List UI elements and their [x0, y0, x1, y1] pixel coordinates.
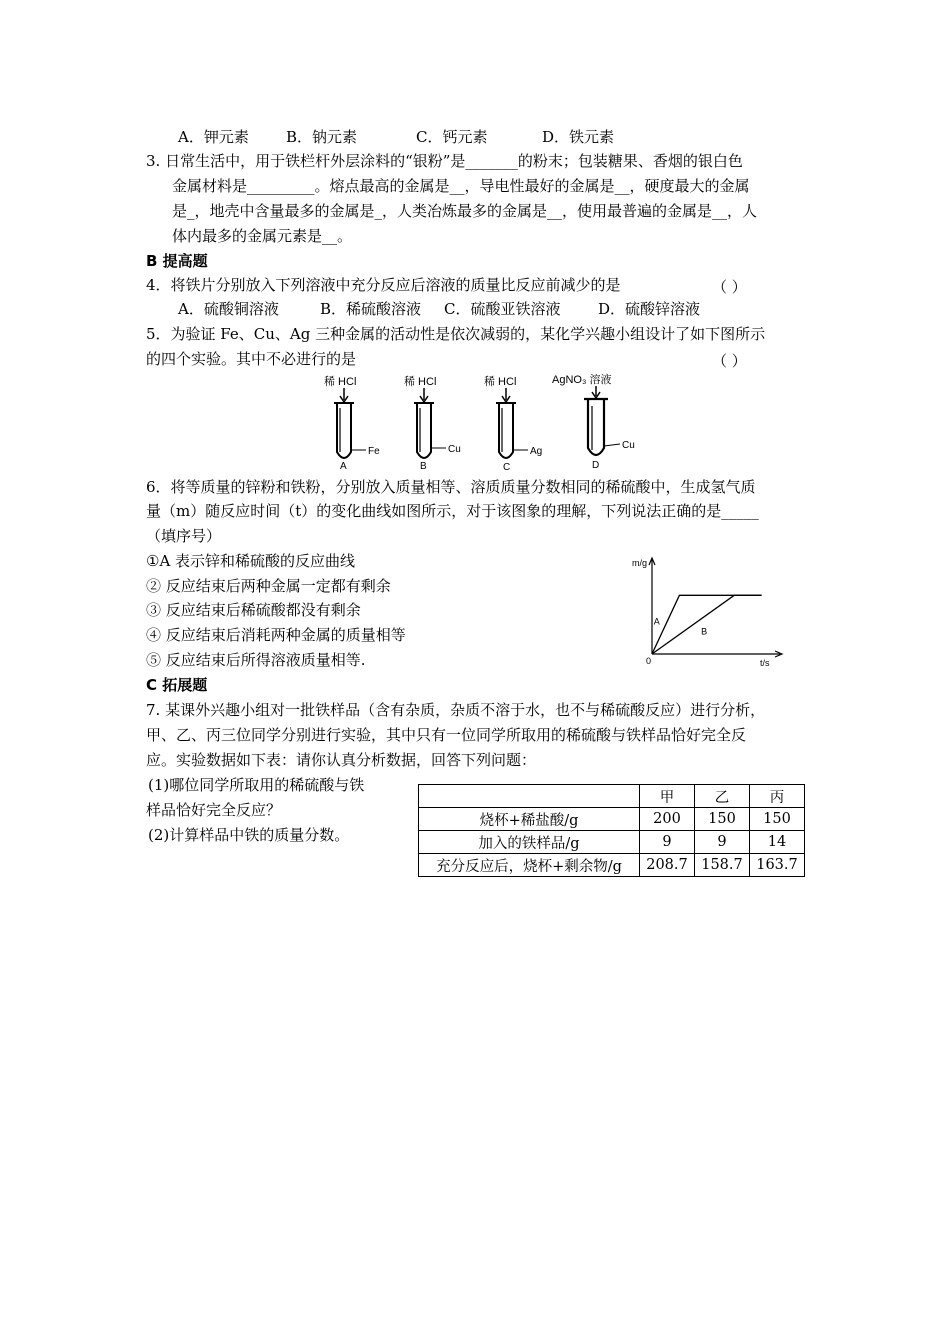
- q6-line-1: 6．将等质量的锌粉和铁粉，分别放入质量相等、溶质质量分数相同的稀硫酸中，生成氢气质: [146, 478, 756, 496]
- q5-answer-paren: （ ）: [712, 352, 747, 370]
- tube-c: [484, 374, 542, 472]
- section-c-heading: C 拓展题: [146, 676, 208, 694]
- chart-origin-label: 0: [646, 656, 652, 666]
- table-header-yi: 乙: [695, 785, 750, 808]
- q4-option-c: C．硫酸亚铁溶液: [444, 300, 561, 318]
- tube-b: [404, 374, 461, 472]
- series-b-label: B: [701, 626, 708, 637]
- q4-options: [0, 298, 950, 320]
- q4-stem: 4．将铁片分别放入下列溶液中充分反应后溶液的质量比反应前减少的是: [146, 276, 621, 294]
- q6-statement-3: ③ 反应结束后稀硫酸都没有剩余: [146, 601, 361, 619]
- tube-b-letter: B: [420, 461, 427, 472]
- table-cell: 208.7: [640, 854, 695, 877]
- table-cell: 150: [750, 808, 805, 831]
- tube-d-reagent-label: AgNO₃ 溶液: [552, 374, 612, 386]
- tube-c-metal-label: Ag: [530, 446, 543, 457]
- section-b-heading: B 提高题: [146, 252, 208, 270]
- table-cell: 9: [695, 831, 750, 854]
- table-cell: 9: [640, 831, 695, 854]
- chart-xlabel: t/s: [760, 658, 770, 668]
- q4-option-b: B．稀硫酸溶液: [320, 300, 422, 318]
- table-cell: 163.7: [750, 854, 805, 877]
- table-header-row: [419, 785, 805, 808]
- q2-options: [0, 126, 950, 148]
- q2-option-b: B．钠元素: [286, 128, 358, 146]
- tube-a-metal-label: Fe: [368, 446, 380, 457]
- series-a-line: [652, 595, 762, 654]
- q6-line-3: （填序号）: [146, 527, 222, 545]
- tube-c-letter: C: [503, 462, 511, 472]
- table-row-label: 烧杯+稀盐酸/g: [419, 808, 640, 831]
- q4-option-d: D．硫酸锌溶液: [598, 300, 701, 318]
- q6-line-2: 量（m）随反应时间（t）的变化曲线如图所示，对于该图象的理解，下列说法正确的是_____: [146, 502, 759, 520]
- q6-statement-5: ⑤ 反应结束后所得溶液质量相等.: [146, 651, 366, 669]
- series-b-line: [652, 595, 762, 654]
- q6-statement-4: ④ 反应结束后消耗两种金属的质量相等: [146, 626, 406, 644]
- q5-line-2: 的四个实验。其中不必进行的是: [146, 350, 357, 368]
- q3-line-4: 体内最多的金属元素是__。: [172, 227, 353, 245]
- q6-statement-1: ①A 表示锌和稀硫酸的反应曲线: [146, 552, 356, 570]
- chart-ylabel: m/g: [632, 558, 648, 568]
- tube-c-reagent-label: 稀 HCl: [484, 376, 517, 388]
- q7-sub-question-1a: (1)哪位同学所取用的稀硫酸与铁: [148, 776, 365, 794]
- q5-line-1: 5．为验证 Fe、Cu、Ag 三种金属的活动性是依次减弱的，某化学兴趣小组设计了如下图所示: [146, 325, 766, 343]
- table-row: [419, 808, 805, 831]
- table-cell: 158.7: [695, 854, 750, 877]
- q7-data-table: [418, 784, 805, 877]
- table-row: [419, 854, 805, 877]
- q7-line-3: 应。实验数据如下表：请你认真分析数据，回答下列问题：: [146, 751, 537, 769]
- tube-b-reagent-label: 稀 HCl: [404, 376, 437, 388]
- table-header-jia: 甲: [640, 785, 695, 808]
- table-cell: 200: [640, 808, 695, 831]
- table-header-bing: 丙: [750, 785, 805, 808]
- table-cell: 14: [750, 831, 805, 854]
- tube-d-metal-label: Cu: [622, 440, 635, 451]
- q7-sub-question-1b: 样品恰好完全反应？: [146, 801, 282, 819]
- q7-line-2: 甲、乙、丙三位同学分别进行实验，其中只有一位同学所取用的稀硫酸与铁样品恰好完全反: [146, 726, 747, 744]
- q3-line-1: 3. 日常生活中，用于铁栏杆外层涂料的“银粉”是_______的粉末；包装糖果、香烟的银白色: [146, 152, 743, 170]
- tube-a-reagent-label: 稀 HCl: [324, 376, 357, 388]
- test-tubes-figure: [320, 372, 660, 472]
- table-header-blank: [419, 785, 640, 808]
- q2-option-c: C．钙元素: [416, 128, 488, 146]
- q4-option-a: A．硫酸铜溶液: [178, 300, 279, 318]
- q6-statement-2: ② 反应结束后两种金属一定都有剩余: [146, 577, 391, 595]
- tube-a-letter: A: [340, 461, 347, 472]
- q7-sub-question-2: (2)计算样品中铁的质量分数。: [148, 826, 350, 844]
- tube-d: [552, 372, 635, 471]
- series-a-label: A: [653, 616, 660, 627]
- q4-answer-paren: （ ）: [712, 278, 747, 296]
- q2-option-d: D．铁元素: [542, 128, 615, 146]
- tube-d-letter: D: [592, 460, 600, 471]
- table-row-label: 充分反应后，烧杯+剩余物/g: [419, 854, 640, 877]
- q6-chart: [630, 552, 790, 672]
- tube-a: [324, 374, 380, 472]
- table-cell: 150: [695, 808, 750, 831]
- q3-line-3: 是_，地壳中含量最多的金属是_，人类冶炼最多的金属是__，使用最普遍的金属是__，人: [172, 202, 758, 220]
- tube-b-metal-label: Cu: [448, 444, 461, 455]
- table-row-label: 加入的铁样品/g: [419, 831, 640, 854]
- q3-line-2: 金属材料是_________。熔点最高的金属是__，导电性最好的金属是__，硬度最大的金属: [172, 177, 750, 195]
- q7-line-1: 7. 某课外兴趣小组对一批铁样品（含有杂质，杂质不溶于水，也不与稀硫酸反应）进行分析，: [146, 701, 766, 719]
- table-row: [419, 831, 805, 854]
- q2-option-a: A．钾元素: [178, 128, 249, 146]
